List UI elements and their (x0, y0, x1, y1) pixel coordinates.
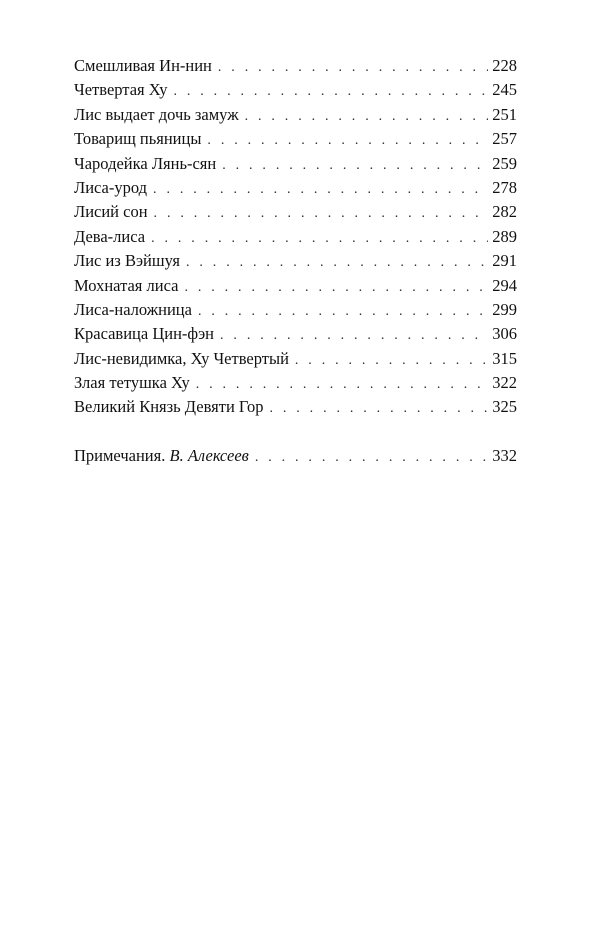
dot-leader (255, 446, 488, 470)
toc-entry-page: 228 (492, 56, 517, 75)
toc-entry (74, 103, 517, 127)
toc-entry-page: 325 (492, 397, 517, 417)
toc-entry (74, 200, 517, 224)
dot-leader (173, 80, 488, 104)
toc-entry-title: Злая тетушка Ху (74, 373, 190, 393)
toc-entry-title: Великий Князь Девяти Гор (74, 397, 264, 417)
toc-entry-title: Смешливая Ин-нин (74, 56, 212, 75)
toc-entry-title: Лиса-урод (74, 177, 148, 197)
dot-leader (207, 129, 488, 153)
toc-entry (74, 322, 517, 346)
dot-leader (151, 227, 488, 251)
toc-entry (74, 78, 517, 102)
toc-entry (74, 274, 517, 298)
dot-leader (186, 251, 488, 275)
table-of-contents (74, 54, 517, 468)
toc-entry-title: Лисий сон (74, 202, 148, 222)
toc-entry-page: 306 (492, 324, 517, 344)
dot-leader (184, 276, 488, 300)
dot-leader (154, 202, 489, 226)
toc-entry (74, 347, 517, 371)
toc-entry-title: Лис-невидимка, Ху Четвертый (74, 348, 289, 368)
dot-leader (269, 397, 488, 421)
toc-entry-title: Мохнатая лиса (74, 275, 179, 295)
toc-entry-page: 289 (492, 226, 517, 246)
dot-leader (153, 178, 488, 202)
toc-entry (74, 152, 517, 176)
toc-entry-page: 291 (492, 251, 517, 271)
toc-entry (74, 176, 517, 200)
toc-entry-page: 282 (492, 202, 517, 222)
toc-notes-title-group (74, 444, 255, 468)
toc-notes-title: Примечания. (74, 445, 166, 465)
dot-leader (196, 373, 489, 397)
toc-entry-page: 294 (492, 275, 517, 295)
dot-leader (245, 105, 489, 129)
toc-entry-page: 257 (492, 129, 517, 149)
toc-entry-page: 251 (492, 104, 517, 124)
toc-entry-page: 259 (492, 153, 517, 173)
toc-entry (74, 225, 517, 249)
toc-notes-author: В. Алексеев (169, 445, 249, 465)
toc-entry-page: 332 (492, 445, 517, 465)
toc-entry-page: 278 (492, 177, 517, 197)
toc-entry (74, 127, 517, 151)
toc-entry (74, 249, 517, 273)
toc-entry-page: 322 (492, 373, 517, 393)
toc-entry (74, 371, 517, 395)
toc-entry-page: 245 (492, 80, 517, 100)
toc-entry-title: Лис из Вэйшуя (74, 251, 180, 271)
toc-entry-title: Лиса-наложница (74, 299, 192, 319)
toc-entry (74, 54, 517, 78)
toc-entry (74, 395, 517, 419)
section-spacer (74, 420, 517, 444)
toc-entry-title: Четвертая Ху (74, 80, 168, 100)
dot-leader (295, 349, 488, 373)
toc-entry-title: Чародейка Лянь-сян (74, 153, 217, 173)
toc-entry-page: 299 (492, 299, 517, 319)
toc-entry (74, 298, 517, 322)
dot-leader (220, 324, 488, 348)
toc-entry-title: Лис выдает дочь замуж (74, 104, 239, 124)
toc-entry-title: Дева-лиса (74, 226, 146, 246)
toc-entry-notes (74, 444, 517, 468)
dot-leader (198, 300, 488, 324)
dot-leader (222, 154, 488, 178)
toc-entry-title: Красавица Цин-фэн (74, 324, 215, 344)
toc-entry-title: Товарищ пьяницы (74, 129, 202, 149)
toc-entry-page: 315 (492, 348, 517, 368)
dot-leader (218, 56, 488, 80)
